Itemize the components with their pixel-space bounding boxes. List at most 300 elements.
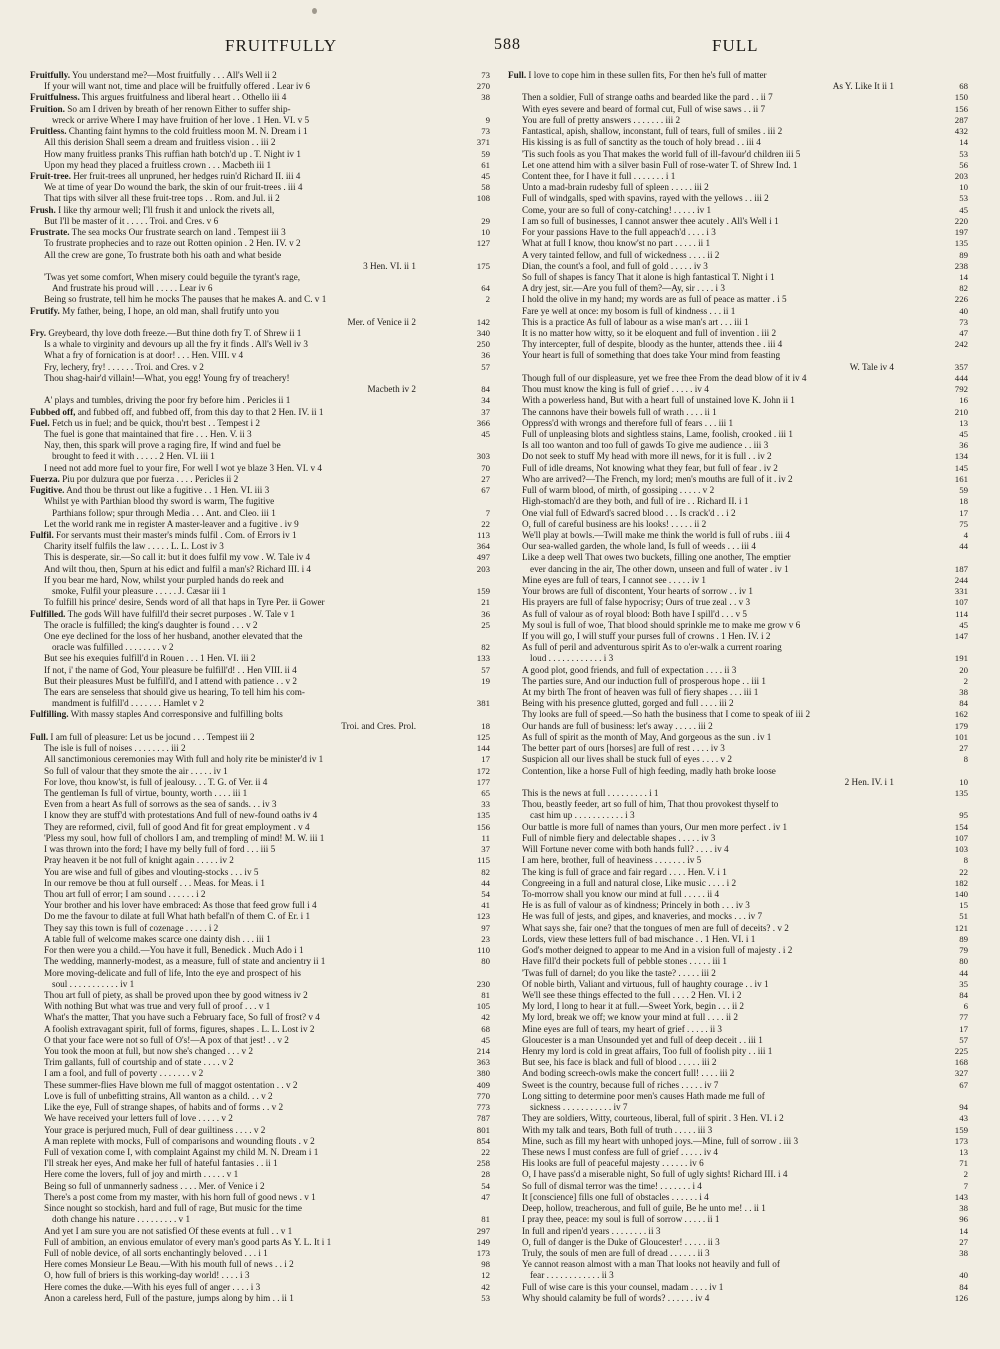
quotation-text	[30, 1136, 420, 1147]
line-number: 59	[481, 148, 490, 159]
quotation-text	[30, 171, 420, 182]
concordance-line	[30, 1226, 490, 1237]
quotation-body: I am so full of businesses, I cannot answer thee acutely . All's Well i 1	[522, 215, 779, 226]
quotation-body: Truly, the souls of men are full of dread . . . . . . ii 3	[522, 1247, 710, 1258]
headword: Frush.	[30, 204, 56, 215]
concordance-line	[508, 1035, 968, 1046]
line-number: 134	[954, 451, 968, 462]
concordance-line	[30, 766, 490, 777]
quotation-body: Troi. and Cres. Prol.	[341, 720, 416, 731]
line-number: 6	[963, 1001, 968, 1012]
quotation-body: I love to cope him in these sullen fits, For then he's full of matter	[526, 70, 767, 80]
line-number	[420, 373, 490, 384]
quotation-body: He is as full of valour as of kindness; Princely in both . . . iv 3	[522, 900, 750, 911]
quotation-text	[508, 1091, 898, 1102]
line-number: 133	[476, 653, 490, 664]
concordance-line	[508, 923, 968, 934]
quotation-body: Nay, then, this spark will prove a raging fire, If wind and fuel be	[44, 440, 281, 451]
concordance-line	[508, 193, 968, 204]
concordance-line	[30, 687, 490, 698]
concordance-line	[30, 1181, 490, 1192]
concordance-line	[30, 552, 490, 563]
line-number: 11	[481, 832, 490, 843]
quotation-body: Gloucester is a man Unsounded yet and full of deep deceit . . iii 1	[522, 1034, 763, 1045]
concordance-line	[30, 1203, 490, 1214]
line-number: 17	[959, 507, 968, 518]
quotation-text	[30, 754, 420, 765]
quotation-text	[30, 272, 420, 283]
line-number: 173	[954, 1135, 968, 1146]
line-number: 17	[959, 1023, 968, 1034]
line-number: 123	[476, 911, 490, 922]
concordance-line	[508, 1282, 968, 1293]
concordance-line	[508, 373, 968, 384]
line-number: 44	[959, 541, 968, 552]
quotation-body: Oppress'd with wrongs and therefore full of fears . . . iii 1	[522, 417, 734, 428]
concordance-line	[30, 1068, 490, 1079]
quotation-body: His looks are full of peaceful majesty . . . . . . iv 6	[522, 1158, 704, 1169]
quotation-text	[508, 1068, 898, 1079]
quotation-body: If not, i' the name of God, Your pleasure be fulfill'd! . . Hen VIII. ii 4	[44, 664, 297, 675]
quotation-body: A man replete with mocks, Full of comparisons and wounding flouts . v 2	[44, 1135, 315, 1146]
quotation-body: A table full of welcome makes scarce one dainty dish . . . iii 1	[44, 933, 271, 944]
quotation-text	[508, 709, 898, 720]
quotation-text	[508, 732, 898, 743]
quotation-body: Who are arrived?—The French, my lord; men's mouths are full of it . iv 2	[522, 473, 793, 484]
line-number	[420, 575, 490, 586]
concordance-line	[508, 799, 968, 810]
headword: Fubbed off,	[30, 406, 76, 417]
quotation-text	[30, 709, 420, 720]
quotation-body: O, I have pass'd a miserable night, So full of ugly sights! Richard III. i 4	[522, 1169, 788, 1180]
line-number: 82	[959, 283, 968, 294]
quotation-body: Henry my lord is cold in great affairs, Too full of foolish pity . . iii 1	[522, 1046, 773, 1057]
quotation-text	[508, 272, 898, 283]
concordance-line	[30, 1214, 490, 1225]
quotation-text	[508, 564, 898, 575]
quotation-body: For love, thou know'st, is full of jealousy. . . T. G. of Ver. ii 4	[44, 776, 268, 787]
quotation-text	[508, 698, 898, 709]
quotation-body: O, full of careful business are his looks! . . . . . ii 2	[522, 518, 707, 529]
quotation-body: In our remove be thou at full ourself . . . Meas. for Meas. i 1	[44, 877, 265, 888]
concordance-line	[508, 1226, 968, 1237]
concordance-line	[30, 137, 490, 148]
line-number: 17	[481, 754, 490, 765]
headword: Fulfilling.	[30, 709, 69, 720]
concordance-line	[30, 810, 490, 821]
concordance-line	[508, 552, 968, 563]
headword: Fruitfully.	[30, 70, 71, 80]
quotation-body: I pray thee, peace: my soul is full of sorrow . . . . . ii 1	[522, 1214, 720, 1225]
line-number: 135	[954, 238, 968, 249]
quotation-body: O that your face were not so full of O's!—A pox of that jest! . . v 2	[44, 1034, 289, 1045]
line-number: 287	[954, 114, 968, 125]
line-number	[898, 766, 968, 777]
quotation-body: Mine, such as fill my heart with unhoped joys.—Mine, full of sorrow . iii 3	[522, 1135, 799, 1146]
concordance-line	[508, 732, 968, 743]
quotation-text	[30, 306, 420, 317]
line-number: 95	[959, 810, 968, 821]
quotation-text	[508, 552, 898, 563]
quotation-text	[508, 1080, 898, 1091]
concordance-line	[508, 586, 968, 597]
quotation-text	[508, 384, 898, 395]
line-number: 409	[476, 1079, 490, 1090]
quotation-body: A very tainted fellow, and full of wickedness . . . . ii 2	[522, 249, 720, 260]
quotation-text	[508, 743, 898, 754]
line-number: 36	[481, 608, 490, 619]
concordance-line	[508, 339, 968, 350]
quotation-body: But their pleasures Must be fulfill'd, and I attend with patience . . v 2	[44, 675, 297, 686]
concordance-line	[508, 575, 968, 586]
concordance-line	[508, 541, 968, 552]
quotation-text	[508, 1147, 898, 1158]
concordance-line	[30, 597, 490, 608]
line-number: 27	[959, 1236, 968, 1247]
line-number: 45	[959, 429, 968, 439]
quotation-body: Full of ambition, an envious emulator of every man's good parts As Y. L. It i 1	[44, 1236, 332, 1247]
quotation-body: Unto a mad-brain rudesby full of spleen . . . . . iii 2	[522, 182, 709, 193]
quotation-body: Thou art full of error; I am sound . . . . . . i 2	[44, 888, 206, 899]
line-number	[898, 552, 968, 563]
quotation-text	[508, 541, 898, 552]
concordance-line	[30, 373, 490, 384]
concordance-line	[508, 171, 968, 182]
concordance-line	[508, 676, 968, 687]
quotation-text	[508, 508, 898, 519]
quotation-body: And boding screech-owls make the concert full! . . . . iii 2	[522, 1068, 735, 1079]
quotation-body: Thou shag-hair'd villain!—What, you egg! Young fry of treachery!	[44, 372, 290, 383]
quotation-text	[508, 968, 898, 979]
quotation-text	[508, 137, 898, 148]
quotation-text	[30, 429, 420, 440]
concordance-line	[30, 934, 490, 945]
line-number: 220	[954, 215, 968, 226]
line-number: 135	[476, 810, 490, 821]
line-number: 787	[476, 1113, 490, 1124]
line-number: 53	[481, 1292, 490, 1303]
concordance-line	[30, 171, 490, 182]
line-number: 203	[954, 170, 968, 181]
quotation-text	[30, 687, 420, 698]
quotation-body: And thou be thrust out like a fugitive . . 1 Hen. VI. iii 3	[64, 485, 270, 496]
quotation-body: and fubbed off, and fubbed off, from this day to that 2 Hen. IV. ii 1	[75, 406, 324, 417]
concordance-line	[508, 1293, 968, 1304]
quotation-body: Thou must know the king is full of grief . . . . . iv 4	[522, 384, 709, 395]
concordance-line	[508, 1091, 968, 1102]
quotation-body: The oracle is fulfilled; the king's daughter is found . . . v 2	[44, 619, 258, 630]
line-number: 84	[959, 698, 968, 709]
line-number: 801	[476, 1124, 490, 1135]
line-number	[420, 1203, 490, 1214]
line-number: 33	[481, 799, 490, 810]
quotation-text	[508, 575, 898, 586]
line-number: 54	[481, 888, 490, 899]
concordance-line	[30, 407, 490, 418]
concordance-line	[508, 1192, 968, 1203]
concordance-line	[30, 777, 490, 788]
concordance-line	[30, 956, 490, 967]
quotation-body: So am I driven by breath of her renown Either to suffer ship-	[64, 103, 291, 114]
quotation-body: Sweet is the country, because full of riches . . . . . iv 7	[522, 1079, 719, 1090]
quotation-body: Upon my head they placed a fruitless crown . . . Macbeth iii 1	[44, 159, 272, 170]
concordance-line	[508, 900, 968, 911]
quotation-text	[508, 1282, 898, 1293]
running-head-left: FRUITFULLY	[225, 36, 338, 55]
quotation-body: Fare ye well at once: my bosom is full of kindness . . . ii 1	[522, 305, 736, 316]
concordance-line	[508, 597, 968, 608]
quotation-body: Have fill'd their pockets full of pebble stones . . . . . iii 1	[522, 956, 728, 967]
quotation-text	[30, 609, 420, 620]
line-number	[898, 1091, 968, 1102]
concordance-line	[30, 743, 490, 754]
quotation-body: Even from a heart As full of sorrows as the sea of sands. . . iv 3	[44, 799, 277, 810]
quotation-text	[508, 395, 898, 406]
headword: Fuerza.	[30, 473, 60, 484]
line-number: 303	[476, 451, 490, 462]
quotation-text	[508, 844, 898, 855]
concordance-line	[30, 1293, 490, 1304]
quotation-body: These summer-flies Have blown me full of maggot ostentation . . v 2	[44, 1079, 298, 1090]
quotation-text	[508, 328, 898, 339]
quotation-body: Will Fortune never come with both hands full? . . . . iv 4	[522, 844, 729, 855]
concordance-line	[508, 261, 968, 272]
quotation-text	[30, 463, 420, 474]
line-number: 497	[476, 552, 490, 563]
quotation-text	[30, 575, 420, 586]
line-number: 159	[476, 586, 490, 597]
quotation-text	[30, 519, 420, 530]
line-number: 792	[954, 384, 968, 395]
quotation-text	[508, 1024, 898, 1035]
quotation-text	[508, 205, 898, 216]
quotation-body: Full of vexation come I, with complaint Against my child M. N. Dream i 1	[44, 1147, 319, 1157]
line-number: 177	[476, 776, 490, 787]
concordance-line	[30, 485, 490, 496]
quotation-text	[30, 1113, 420, 1124]
line-number: 45	[959, 619, 968, 630]
concordance-line	[30, 911, 490, 922]
concordance-line	[508, 609, 968, 620]
quotation-text	[508, 1203, 898, 1214]
line-number: 37	[481, 844, 490, 855]
concordance-line	[30, 979, 490, 990]
concordance-line	[508, 508, 968, 519]
concordance-line	[508, 1068, 968, 1079]
quotation-text	[30, 407, 420, 418]
line-number: 84	[959, 1281, 968, 1292]
quotation-body: A good plot, good friends, and full of expectation . . . . ii 3	[522, 664, 737, 675]
line-number: 41	[481, 900, 490, 911]
quotation-body: They say this town is full of cozenage . . . . . i 2	[44, 922, 219, 933]
concordance-line	[30, 900, 490, 911]
quotation-text	[508, 1259, 898, 1270]
quotation-text	[508, 407, 898, 418]
line-number: 340	[476, 328, 490, 339]
quotation-body: But see his exequies fulfill'd in Rouen . . . 1 Hen. VI. iii 2	[44, 653, 256, 664]
line-number: 135	[954, 788, 968, 798]
concordance-line	[508, 306, 968, 317]
line-number: 79	[959, 945, 968, 956]
quotation-body: That tips with silver all these fruit-tree tops . . Rom. and Jul. ii 2	[44, 193, 280, 204]
concordance-line	[508, 844, 968, 855]
quotation-body: So full of shapes is fancy That it alone is high fantastical T. Night i 1	[522, 271, 775, 282]
concordance-line	[508, 878, 968, 889]
quotation-body: At my birth The front of heaven was full of fiery shapes . . . iii 1	[522, 687, 759, 698]
line-number: 2	[485, 294, 490, 305]
concordance-line	[508, 564, 968, 575]
line-number: 38	[959, 1203, 968, 1214]
concordance-line	[508, 1237, 968, 1248]
concordance-line	[508, 766, 968, 777]
quotation-text	[30, 945, 420, 956]
line-number: 140	[954, 888, 968, 899]
concordance-line	[508, 149, 968, 160]
quotation-body: Mer. of Venice ii 2	[347, 316, 416, 327]
quotation-body: How many fruitless pranks This ruffian hath botch'd up . T. Night iv 1	[44, 148, 301, 159]
quotation-text	[30, 889, 420, 900]
quotation-text	[30, 878, 420, 889]
quotation-text	[508, 1001, 898, 1012]
quotation-body: For your passions Have to the full appeach'd . . . . i 3	[522, 227, 716, 238]
quotation-text	[30, 1203, 420, 1214]
quotation-text	[30, 1259, 420, 1270]
concordance-line	[508, 1125, 968, 1136]
quotation-body: But I'll be master of it . . . . . Troi. and Cres. v 6	[44, 215, 219, 226]
concordance-line	[508, 833, 968, 844]
quotation-body: Full of idle dreams, Not knowing what they fear, but full of fear . iv 2	[522, 462, 778, 473]
quotation-text	[30, 900, 420, 911]
concordance-line	[30, 306, 490, 317]
quotation-text	[508, 1181, 898, 1192]
concordance-line	[30, 384, 490, 395]
line-number: 250	[476, 339, 490, 350]
line-number: 101	[954, 731, 968, 742]
line-number: 38	[481, 92, 490, 103]
concordance-line	[30, 822, 490, 833]
quotation-body: As full of peril and adventurous spirit As to o'er-walk a current roaring	[522, 642, 782, 653]
concordance-line	[30, 1259, 490, 1270]
quotation-body: His kissing is as full of sanctity as the touch of holy bread . . iii 4	[522, 137, 761, 148]
line-number: 444	[954, 372, 968, 383]
quotation-text	[30, 541, 420, 552]
concordance-line	[508, 1136, 968, 1147]
quotation-text	[30, 1035, 420, 1046]
quotation-text	[30, 923, 420, 934]
quotation-text	[30, 911, 420, 922]
quotation-body: Piu por dulzura que por fuerza . . . . Pericles ii 2	[59, 473, 239, 484]
line-number: 238	[954, 260, 968, 271]
quotation-text	[30, 777, 420, 788]
line-number: 29	[481, 215, 490, 226]
line-number: 28	[481, 1169, 490, 1180]
concordance-line	[30, 440, 490, 451]
concordance-line	[30, 732, 490, 743]
concordance-line	[30, 665, 490, 676]
quotation-body: I hold the olive in my hand; my words are as full of peace as matter . i 5	[522, 294, 787, 305]
quotation-text	[30, 867, 420, 878]
concordance-line	[508, 653, 968, 664]
concordance-line	[30, 923, 490, 934]
quotation-text	[508, 485, 898, 496]
quotation-body: As full of spirit as the month of May, And gorgeous as the sun . iv 1	[522, 731, 772, 742]
quotation-body: Here comes Monsieur Le Beau.—With his mouth full of news . . i 2	[44, 1259, 294, 1270]
concordance-line	[508, 642, 968, 653]
concordance-line	[508, 126, 968, 137]
line-number: 21	[481, 597, 490, 608]
quotation-body: He was full of jests, and gipes, and knaveries, and mocks . . . iv 7	[522, 911, 763, 922]
concordance-line	[508, 272, 968, 283]
line-number: 258	[476, 1158, 490, 1169]
quotation-text	[30, 799, 420, 810]
concordance-line	[508, 855, 968, 866]
concordance-line	[508, 485, 968, 496]
line-number: 40	[959, 1270, 968, 1281]
quotation-body: brought to feed it with . . . . . 2 Hen. VI. iii 1	[52, 451, 215, 462]
quotation-text	[30, 160, 420, 171]
quotation-body: Deep, hollow, treacherous, and full of guile, Be he unto me! . . ii 1	[522, 1203, 766, 1214]
concordance-line	[30, 709, 490, 720]
quotation-body: Thy intercepter, full of despite, bloody as the hunter, attends thee . iii 4	[522, 339, 783, 350]
quotation-body: sickness . . . . . . . . . . . iv 7	[530, 1102, 628, 1113]
quotation-body: Fetch us in fuel; and be quick, thou'rt best . . Tempest i 2	[49, 417, 260, 428]
quotation-text	[30, 1192, 420, 1203]
quotation-body: Though full of our displeasure, yet we free thee From the dead blow of it iv 4	[522, 372, 807, 383]
headword: Frutify.	[30, 305, 60, 316]
line-number: 37	[481, 406, 490, 417]
line-number: 147	[954, 630, 968, 641]
line-number: 22	[481, 518, 490, 529]
quotation-text	[30, 564, 420, 575]
quotation-body: 2 Hen. IV. i 1	[844, 776, 894, 787]
quotation-body: This is a practice As full of labour as a wise man's art . . . iii 1	[522, 316, 749, 327]
line-number: 144	[476, 743, 490, 754]
line-number: 13	[959, 417, 968, 428]
line-number: 114	[955, 608, 968, 619]
quotation-text	[508, 979, 898, 990]
concordance-line	[508, 1113, 968, 1124]
quotation-body: You took the moon at full, but now she's changed . . . v 2	[44, 1046, 253, 1057]
quotation-text	[30, 1046, 420, 1057]
headword: Fulfilled.	[30, 608, 66, 619]
quotation-text	[508, 754, 898, 765]
quotation-body: Our battle is more full of names than yours, Our men more perfect . iv 1	[522, 821, 788, 832]
concordance-line	[508, 350, 968, 361]
quotation-body: What at full I know, thou know'st no part . . . . . ii 1	[522, 238, 711, 249]
quotation-body: mandment is fulfill'd . . . . . . . Hamlet v 2	[52, 698, 204, 709]
concordance-line	[30, 855, 490, 866]
concordance-line	[30, 1024, 490, 1035]
concordance-line	[30, 463, 490, 474]
line-number: 2	[963, 1169, 968, 1180]
quotation-text	[30, 149, 420, 160]
quotation-body: 'Pless my soul, how full of chollors I am, and trempling of mind! M. W. iii 1	[44, 832, 325, 843]
quotation-text	[508, 766, 898, 777]
quotation-text	[508, 911, 898, 922]
concordance-line	[508, 496, 968, 507]
concordance-line	[30, 698, 490, 709]
concordance-line	[30, 1237, 490, 1248]
quotation-text	[30, 844, 420, 855]
quotation-body: Ye cannot reason almost with a man That looks not heavily and full of	[522, 1259, 780, 1270]
line-number: 23	[481, 933, 490, 944]
quotation-body: Is all too wanton and too full of gawds To give me audience . . iii 3	[522, 440, 769, 451]
concordance-line	[508, 1214, 968, 1225]
quotation-text	[508, 945, 898, 956]
quotation-body: Your brother and his lover have embraced: As those that feed grow full i 4	[44, 900, 317, 911]
quotation-body: Being with his presence glutted, gorged and full . . . . iii 2	[522, 698, 734, 709]
line-number	[420, 631, 490, 642]
